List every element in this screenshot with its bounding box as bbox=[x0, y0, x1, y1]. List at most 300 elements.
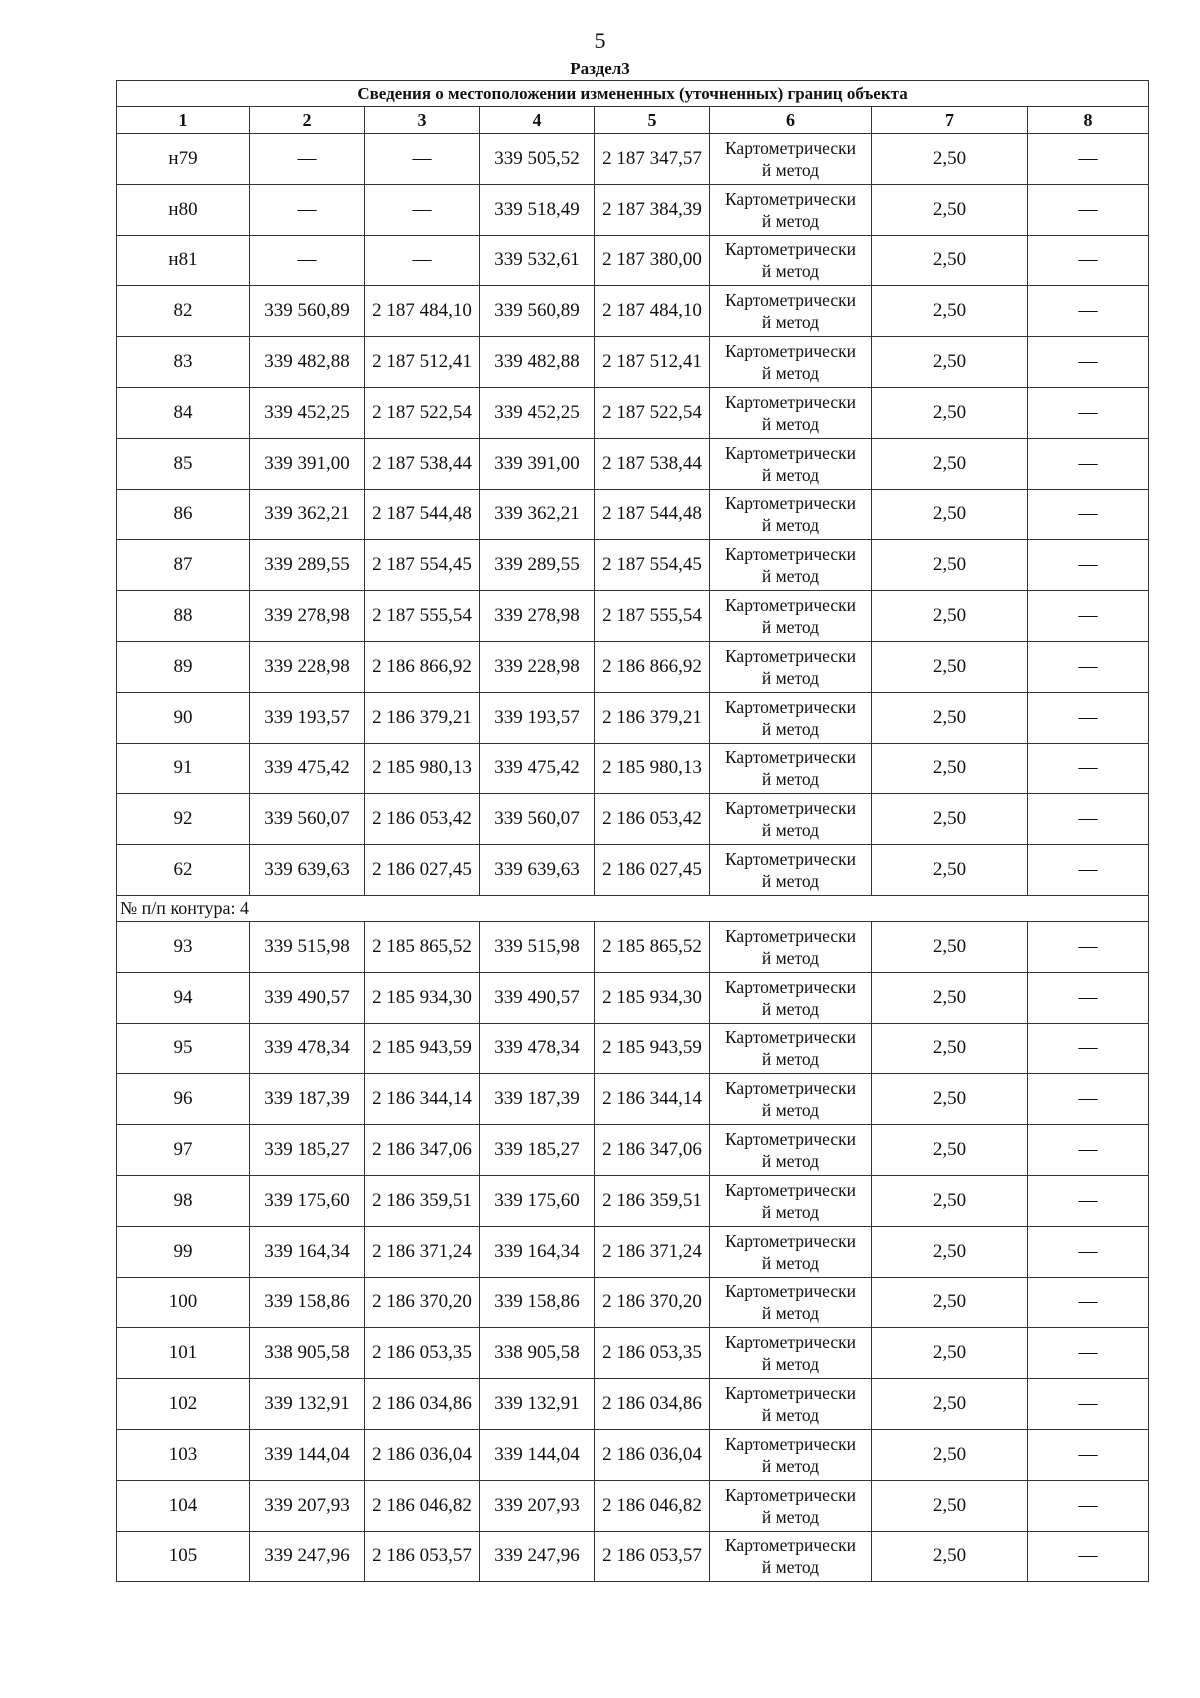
old-x-cell: — bbox=[250, 134, 365, 185]
new-x-cell: 339 228,98 bbox=[480, 641, 595, 692]
description-cell: — bbox=[1028, 337, 1149, 388]
description-cell: — bbox=[1028, 1531, 1149, 1582]
method-cell bbox=[710, 489, 872, 540]
point-number-cell: н80 bbox=[117, 184, 250, 235]
point-number-cell: 100 bbox=[117, 1277, 250, 1328]
method-line-2: й метод bbox=[761, 413, 820, 434]
new-y-cell: 2 187 380,00 bbox=[595, 235, 710, 286]
point-number-cell: 98 bbox=[117, 1175, 250, 1226]
method-cell bbox=[710, 1480, 872, 1531]
method-line-1: Картометрически bbox=[724, 798, 857, 819]
new-x-cell: 339 132,91 bbox=[480, 1379, 595, 1430]
method-cell bbox=[710, 1125, 872, 1176]
point-number-cell: 95 bbox=[117, 1023, 250, 1074]
old-y-cell: 2 186 371,24 bbox=[365, 1226, 480, 1277]
description-cell: — bbox=[1028, 692, 1149, 743]
description-cell: — bbox=[1028, 1175, 1149, 1226]
description-cell: — bbox=[1028, 387, 1149, 438]
method-cell bbox=[710, 743, 872, 794]
new-y-cell: 2 186 046,82 bbox=[595, 1480, 710, 1531]
description-cell: — bbox=[1028, 134, 1149, 185]
point-number-cell: 103 bbox=[117, 1429, 250, 1480]
description-cell: — bbox=[1028, 641, 1149, 692]
table-row bbox=[117, 641, 1149, 692]
method-cell bbox=[710, 972, 872, 1023]
new-y-cell: 2 187 512,41 bbox=[595, 337, 710, 388]
point-number-cell: н79 bbox=[117, 134, 250, 185]
method-line-1: Картометрически bbox=[724, 696, 857, 717]
point-number-cell: 102 bbox=[117, 1379, 250, 1430]
new-y-cell: 2 186 371,24 bbox=[595, 1226, 710, 1277]
table-row bbox=[117, 286, 1149, 337]
method-line-1: Картометрически bbox=[724, 1078, 857, 1099]
description-cell: — bbox=[1028, 1074, 1149, 1125]
point-number-cell: 90 bbox=[117, 692, 250, 743]
old-x-cell: 339 164,34 bbox=[250, 1226, 365, 1277]
description-cell: — bbox=[1028, 794, 1149, 845]
method-cell bbox=[710, 1023, 872, 1074]
method-line-2: й метод bbox=[761, 1405, 820, 1426]
precision-cell: 2,50 bbox=[872, 1429, 1028, 1480]
precision-cell: 2,50 bbox=[872, 1175, 1028, 1226]
new-y-cell: 2 185 865,52 bbox=[595, 921, 710, 972]
table-title: Сведения о местоположении измененных (уточненных) границ объекта bbox=[117, 81, 1149, 107]
old-x-cell: 339 560,89 bbox=[250, 286, 365, 337]
new-x-cell: 339 505,52 bbox=[480, 134, 595, 185]
method-line-2: й метод bbox=[761, 210, 820, 231]
method-line-1: Картометрически bbox=[724, 747, 857, 768]
old-x-cell: 339 475,42 bbox=[250, 743, 365, 794]
table-row bbox=[117, 1175, 1149, 1226]
description-cell: — bbox=[1028, 591, 1149, 642]
new-y-cell: 2 186 034,86 bbox=[595, 1379, 710, 1430]
method-cell bbox=[710, 1531, 872, 1582]
precision-cell: 2,50 bbox=[872, 387, 1028, 438]
precision-cell: 2,50 bbox=[872, 743, 1028, 794]
description-cell: — bbox=[1028, 921, 1149, 972]
method-cell bbox=[710, 337, 872, 388]
table-body bbox=[117, 81, 1149, 1582]
precision-cell: 2,50 bbox=[872, 1074, 1028, 1125]
method-line-1: Картометрически bbox=[724, 1433, 857, 1454]
table-row bbox=[117, 921, 1149, 972]
table-title-row bbox=[117, 81, 1149, 107]
old-x-cell: 339 144,04 bbox=[250, 1429, 365, 1480]
precision-cell: 2,50 bbox=[872, 489, 1028, 540]
old-y-cell: — bbox=[365, 134, 480, 185]
old-x-cell: 339 639,63 bbox=[250, 845, 365, 896]
method-line-1: Картометрически bbox=[724, 290, 857, 311]
method-line-2: й метод bbox=[761, 667, 820, 688]
precision-cell: 2,50 bbox=[872, 540, 1028, 591]
old-x-cell: 339 515,98 bbox=[250, 921, 365, 972]
table-row bbox=[117, 743, 1149, 794]
precision-cell: 2,50 bbox=[872, 641, 1028, 692]
table-row bbox=[117, 1429, 1149, 1480]
old-y-cell: 2 185 934,30 bbox=[365, 972, 480, 1023]
new-y-cell: 2 187 538,44 bbox=[595, 438, 710, 489]
method-line-1: Картометрически bbox=[724, 341, 857, 362]
old-y-cell: 2 186 347,06 bbox=[365, 1125, 480, 1176]
new-x-cell: 338 905,58 bbox=[480, 1328, 595, 1379]
point-number-cell: 86 bbox=[117, 489, 250, 540]
description-cell: — bbox=[1028, 1480, 1149, 1531]
column-number: 3 bbox=[365, 107, 480, 134]
new-y-cell: 2 187 384,39 bbox=[595, 184, 710, 235]
description-cell: — bbox=[1028, 438, 1149, 489]
precision-cell: 2,50 bbox=[872, 972, 1028, 1023]
new-x-cell: 339 362,21 bbox=[480, 489, 595, 540]
method-cell bbox=[710, 387, 872, 438]
old-x-cell: 339 452,25 bbox=[250, 387, 365, 438]
method-line-1: Картометрически bbox=[724, 925, 857, 946]
precision-cell: 2,50 bbox=[872, 845, 1028, 896]
method-cell bbox=[710, 235, 872, 286]
old-y-cell: 2 186 359,51 bbox=[365, 1175, 480, 1226]
method-line-1: Картометрически bbox=[724, 645, 857, 666]
method-line-1: Картометрически bbox=[724, 1129, 857, 1150]
method-cell bbox=[710, 794, 872, 845]
precision-cell: 2,50 bbox=[872, 1125, 1028, 1176]
point-number-cell: 89 bbox=[117, 641, 250, 692]
method-cell bbox=[710, 540, 872, 591]
precision-cell: 2,50 bbox=[872, 1328, 1028, 1379]
old-x-cell: 339 193,57 bbox=[250, 692, 365, 743]
old-y-cell: 2 186 036,04 bbox=[365, 1429, 480, 1480]
new-y-cell: 2 186 344,14 bbox=[595, 1074, 710, 1125]
table-row bbox=[117, 1226, 1149, 1277]
new-y-cell: 2 186 053,35 bbox=[595, 1328, 710, 1379]
point-number-cell: 94 bbox=[117, 972, 250, 1023]
point-number-cell: 82 bbox=[117, 286, 250, 337]
description-cell: — bbox=[1028, 1429, 1149, 1480]
new-x-cell: 339 187,39 bbox=[480, 1074, 595, 1125]
old-x-cell: 339 247,96 bbox=[250, 1531, 365, 1582]
table-row bbox=[117, 1277, 1149, 1328]
column-number: 5 bbox=[595, 107, 710, 134]
new-x-cell: 339 175,60 bbox=[480, 1175, 595, 1226]
method-line-1: Картометрически bbox=[724, 1281, 857, 1302]
point-number-cell: 104 bbox=[117, 1480, 250, 1531]
method-cell bbox=[710, 1429, 872, 1480]
method-line-1: Картометрически bbox=[724, 239, 857, 260]
method-cell bbox=[710, 1277, 872, 1328]
new-x-cell: 339 185,27 bbox=[480, 1125, 595, 1176]
new-y-cell: 2 186 027,45 bbox=[595, 845, 710, 896]
contour-row bbox=[117, 895, 1149, 921]
method-line-1: Картометрически bbox=[724, 1484, 857, 1505]
old-y-cell: 2 186 053,42 bbox=[365, 794, 480, 845]
column-number: 6 bbox=[710, 107, 872, 134]
point-number-cell: 62 bbox=[117, 845, 250, 896]
precision-cell: 2,50 bbox=[872, 1023, 1028, 1074]
old-y-cell: 2 187 512,41 bbox=[365, 337, 480, 388]
precision-cell: 2,50 bbox=[872, 134, 1028, 185]
description-cell: — bbox=[1028, 845, 1149, 896]
new-y-cell: 2 187 522,54 bbox=[595, 387, 710, 438]
method-cell bbox=[710, 1074, 872, 1125]
new-x-cell: 339 532,61 bbox=[480, 235, 595, 286]
method-line-1: Картометрически bbox=[724, 595, 857, 616]
method-line-1: Картометрически bbox=[724, 1383, 857, 1404]
point-number-cell: 84 bbox=[117, 387, 250, 438]
method-line-1: Картометрически bbox=[724, 137, 857, 158]
method-line-2: й метод bbox=[761, 312, 820, 333]
old-x-cell: 339 289,55 bbox=[250, 540, 365, 591]
column-number: 4 bbox=[480, 107, 595, 134]
column-number: 7 bbox=[872, 107, 1028, 134]
old-y-cell: 2 185 980,13 bbox=[365, 743, 480, 794]
table-row bbox=[117, 184, 1149, 235]
precision-cell: 2,50 bbox=[872, 921, 1028, 972]
method-line-1: Картометрически bbox=[724, 1230, 857, 1251]
method-line-1: Картометрически bbox=[724, 1332, 857, 1353]
old-y-cell: 2 186 866,92 bbox=[365, 641, 480, 692]
point-number-cell: 92 bbox=[117, 794, 250, 845]
old-x-cell: 339 175,60 bbox=[250, 1175, 365, 1226]
precision-cell: 2,50 bbox=[872, 1379, 1028, 1430]
new-x-cell: 339 475,42 bbox=[480, 743, 595, 794]
method-cell bbox=[710, 591, 872, 642]
method-line-2: й метод bbox=[761, 617, 820, 638]
method-cell bbox=[710, 692, 872, 743]
point-number-cell: 88 bbox=[117, 591, 250, 642]
table-row bbox=[117, 387, 1149, 438]
old-y-cell: 2 187 555,54 bbox=[365, 591, 480, 642]
old-y-cell: 2 186 034,86 bbox=[365, 1379, 480, 1430]
point-number-cell: 93 bbox=[117, 921, 250, 972]
old-y-cell: 2 187 522,54 bbox=[365, 387, 480, 438]
new-x-cell: 339 515,98 bbox=[480, 921, 595, 972]
method-line-2: й метод bbox=[761, 566, 820, 587]
old-y-cell: 2 186 344,14 bbox=[365, 1074, 480, 1125]
description-cell: — bbox=[1028, 235, 1149, 286]
new-y-cell: 2 187 484,10 bbox=[595, 286, 710, 337]
method-line-1: Картометрически bbox=[724, 1027, 857, 1048]
old-x-cell: — bbox=[250, 184, 365, 235]
new-x-cell: 339 639,63 bbox=[480, 845, 595, 896]
method-line-2: й метод bbox=[761, 1354, 820, 1375]
new-x-cell: 339 490,57 bbox=[480, 972, 595, 1023]
precision-cell: 2,50 bbox=[872, 1277, 1028, 1328]
old-x-cell: 339 478,34 bbox=[250, 1023, 365, 1074]
table-row bbox=[117, 794, 1149, 845]
point-number-cell: 83 bbox=[117, 337, 250, 388]
old-x-cell: 339 185,27 bbox=[250, 1125, 365, 1176]
old-x-cell: 339 158,86 bbox=[250, 1277, 365, 1328]
new-y-cell: 2 187 554,45 bbox=[595, 540, 710, 591]
method-line-2: й метод bbox=[761, 515, 820, 536]
method-cell bbox=[710, 1175, 872, 1226]
table-row bbox=[117, 438, 1149, 489]
description-cell: — bbox=[1028, 1328, 1149, 1379]
old-x-cell: 338 905,58 bbox=[250, 1328, 365, 1379]
method-cell bbox=[710, 184, 872, 235]
table-row bbox=[117, 1074, 1149, 1125]
precision-cell: 2,50 bbox=[872, 794, 1028, 845]
method-cell bbox=[710, 134, 872, 185]
column-number: 2 bbox=[250, 107, 365, 134]
description-cell: — bbox=[1028, 1226, 1149, 1277]
method-line-2: й метод bbox=[761, 363, 820, 384]
method-line-1: Картометрически bbox=[724, 849, 857, 870]
table-row bbox=[117, 1480, 1149, 1531]
method-line-2: й метод bbox=[761, 1252, 820, 1273]
method-line-2: й метод bbox=[761, 718, 820, 739]
method-line-2: й метод bbox=[761, 947, 820, 968]
table-row bbox=[117, 489, 1149, 540]
method-line-1: Картометрически bbox=[724, 976, 857, 997]
table-row bbox=[117, 1023, 1149, 1074]
old-y-cell: — bbox=[365, 184, 480, 235]
old-x-cell: 339 228,98 bbox=[250, 641, 365, 692]
precision-cell: 2,50 bbox=[872, 692, 1028, 743]
new-x-cell: 339 164,34 bbox=[480, 1226, 595, 1277]
column-numbers-row bbox=[117, 107, 1149, 134]
table-row bbox=[117, 692, 1149, 743]
new-x-cell: 339 452,25 bbox=[480, 387, 595, 438]
old-x-cell: 339 391,00 bbox=[250, 438, 365, 489]
new-x-cell: 339 207,93 bbox=[480, 1480, 595, 1531]
method-line-1: Картометрически bbox=[724, 188, 857, 209]
new-y-cell: 2 186 347,06 bbox=[595, 1125, 710, 1176]
method-line-2: й метод bbox=[761, 998, 820, 1019]
description-cell: — bbox=[1028, 1023, 1149, 1074]
method-line-1: Картометрически bbox=[724, 493, 857, 514]
new-y-cell: 2 186 370,20 bbox=[595, 1277, 710, 1328]
method-line-2: й метод bbox=[761, 1455, 820, 1476]
method-cell bbox=[710, 845, 872, 896]
table-row bbox=[117, 972, 1149, 1023]
old-x-cell: — bbox=[250, 235, 365, 286]
description-cell: — bbox=[1028, 1379, 1149, 1430]
old-y-cell: 2 187 484,10 bbox=[365, 286, 480, 337]
method-cell bbox=[710, 1226, 872, 1277]
new-y-cell: 2 187 555,54 bbox=[595, 591, 710, 642]
method-line-2: й метод bbox=[761, 159, 820, 180]
new-x-cell: 339 278,98 bbox=[480, 591, 595, 642]
column-number: 8 bbox=[1028, 107, 1149, 134]
new-x-cell: 339 391,00 bbox=[480, 438, 595, 489]
precision-cell: 2,50 bbox=[872, 438, 1028, 489]
method-line-2: й метод bbox=[761, 1557, 820, 1578]
precision-cell: 2,50 bbox=[872, 1480, 1028, 1531]
new-y-cell: 2 187 347,57 bbox=[595, 134, 710, 185]
old-y-cell: 2 186 370,20 bbox=[365, 1277, 480, 1328]
new-y-cell: 2 186 379,21 bbox=[595, 692, 710, 743]
table-row bbox=[117, 337, 1149, 388]
description-cell: — bbox=[1028, 972, 1149, 1023]
description-cell: — bbox=[1028, 489, 1149, 540]
description-cell: — bbox=[1028, 540, 1149, 591]
description-cell: — bbox=[1028, 1125, 1149, 1176]
point-number-cell: 87 bbox=[117, 540, 250, 591]
description-cell: — bbox=[1028, 184, 1149, 235]
method-cell bbox=[710, 641, 872, 692]
new-x-cell: 339 560,89 bbox=[480, 286, 595, 337]
table-row bbox=[117, 1328, 1149, 1379]
table-row bbox=[117, 134, 1149, 185]
description-cell: — bbox=[1028, 1277, 1149, 1328]
method-cell bbox=[710, 1328, 872, 1379]
method-line-2: й метод bbox=[761, 871, 820, 892]
new-x-cell: 339 560,07 bbox=[480, 794, 595, 845]
table-row bbox=[117, 1125, 1149, 1176]
new-x-cell: 339 482,88 bbox=[480, 337, 595, 388]
precision-cell: 2,50 bbox=[872, 235, 1028, 286]
old-x-cell: 339 278,98 bbox=[250, 591, 365, 642]
old-y-cell: 2 186 053,35 bbox=[365, 1328, 480, 1379]
method-line-2: й метод bbox=[761, 261, 820, 282]
method-line-2: й метод bbox=[761, 820, 820, 841]
old-x-cell: 339 490,57 bbox=[250, 972, 365, 1023]
point-number-cell: н81 bbox=[117, 235, 250, 286]
precision-cell: 2,50 bbox=[872, 1531, 1028, 1582]
old-y-cell: 2 185 943,59 bbox=[365, 1023, 480, 1074]
point-number-cell: 97 bbox=[117, 1125, 250, 1176]
old-y-cell: 2 187 544,48 bbox=[365, 489, 480, 540]
table-row bbox=[117, 591, 1149, 642]
old-y-cell: — bbox=[365, 235, 480, 286]
precision-cell: 2,50 bbox=[872, 1226, 1028, 1277]
new-y-cell: 2 186 053,57 bbox=[595, 1531, 710, 1582]
method-line-1: Картометрически bbox=[724, 391, 857, 412]
old-x-cell: 339 482,88 bbox=[250, 337, 365, 388]
old-y-cell: 2 187 554,45 bbox=[365, 540, 480, 591]
table-row bbox=[117, 845, 1149, 896]
new-x-cell: 339 518,49 bbox=[480, 184, 595, 235]
new-x-cell: 339 247,96 bbox=[480, 1531, 595, 1582]
old-y-cell: 2 186 046,82 bbox=[365, 1480, 480, 1531]
new-x-cell: 339 478,34 bbox=[480, 1023, 595, 1074]
old-y-cell: 2 186 379,21 bbox=[365, 692, 480, 743]
method-line-2: й метод bbox=[761, 1303, 820, 1324]
old-x-cell: 339 560,07 bbox=[250, 794, 365, 845]
point-number-cell: 91 bbox=[117, 743, 250, 794]
method-line-2: й метод bbox=[761, 1506, 820, 1527]
old-x-cell: 339 132,91 bbox=[250, 1379, 365, 1430]
coordinates-table bbox=[116, 80, 1149, 1582]
point-number-cell: 101 bbox=[117, 1328, 250, 1379]
precision-cell: 2,50 bbox=[872, 184, 1028, 235]
old-y-cell: 2 186 053,57 bbox=[365, 1531, 480, 1582]
point-number-cell: 96 bbox=[117, 1074, 250, 1125]
old-x-cell: 339 207,93 bbox=[250, 1480, 365, 1531]
point-number-cell: 99 bbox=[117, 1226, 250, 1277]
method-line-1: Картометрически bbox=[724, 442, 857, 463]
method-line-1: Картометрически bbox=[724, 544, 857, 565]
new-x-cell: 339 158,86 bbox=[480, 1277, 595, 1328]
method-cell bbox=[710, 438, 872, 489]
method-cell bbox=[710, 921, 872, 972]
method-line-2: й метод bbox=[761, 1100, 820, 1121]
new-x-cell: 339 289,55 bbox=[480, 540, 595, 591]
new-y-cell: 2 185 980,13 bbox=[595, 743, 710, 794]
table-row bbox=[117, 1531, 1149, 1582]
method-line-2: й метод bbox=[761, 1201, 820, 1222]
precision-cell: 2,50 bbox=[872, 591, 1028, 642]
new-y-cell: 2 186 866,92 bbox=[595, 641, 710, 692]
column-number: 1 bbox=[117, 107, 250, 134]
old-y-cell: 2 186 027,45 bbox=[365, 845, 480, 896]
new-y-cell: 2 187 544,48 bbox=[595, 489, 710, 540]
new-y-cell: 2 185 934,30 bbox=[595, 972, 710, 1023]
method-cell bbox=[710, 286, 872, 337]
method-line-2: й метод bbox=[761, 464, 820, 485]
new-x-cell: 339 193,57 bbox=[480, 692, 595, 743]
old-x-cell: 339 187,39 bbox=[250, 1074, 365, 1125]
table-row bbox=[117, 235, 1149, 286]
